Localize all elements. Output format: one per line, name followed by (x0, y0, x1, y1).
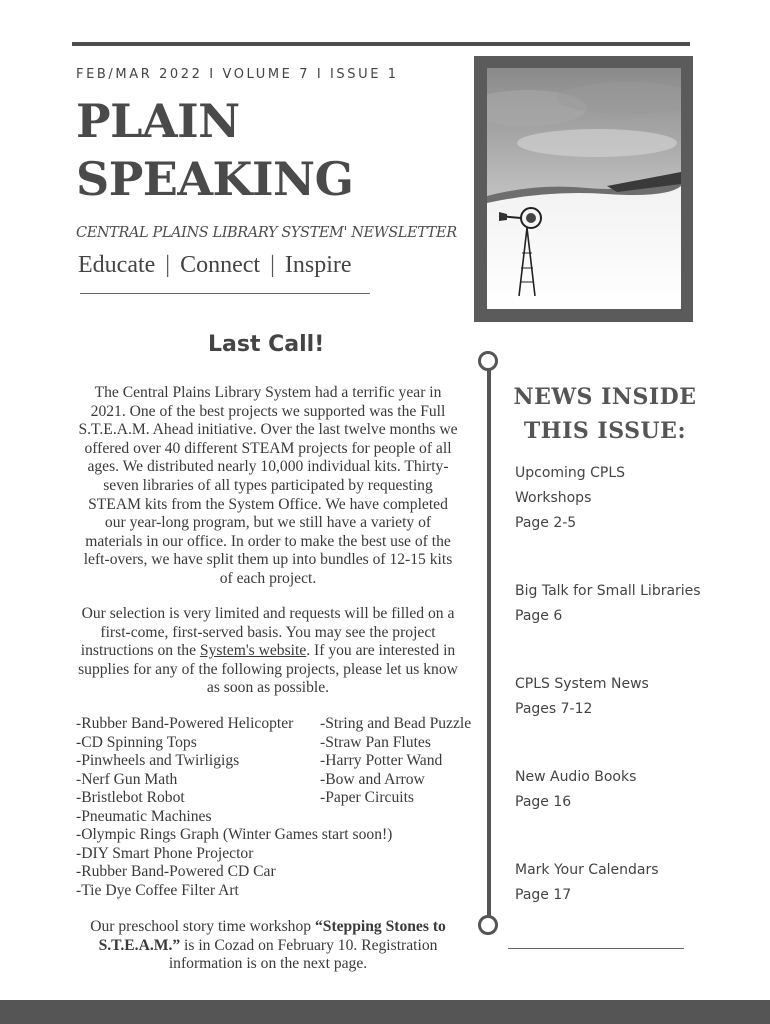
news-item-pages: Pages 7-12 (515, 701, 593, 717)
list-item: -Harry Potter Wand (320, 752, 443, 769)
list-item: -String and Bead Puzzle (320, 715, 472, 732)
list-item: -Straw Pan Flutes (320, 733, 431, 751)
sidebar-title (505, 380, 705, 448)
news-item-title: Workshops (515, 490, 592, 506)
news-item-audio-books (515, 765, 636, 815)
list-item: -Olympic Rings Graph (Winter Games start soon!) (76, 826, 393, 843)
news-item-pages: Page 16 (515, 794, 572, 810)
news-item-title: Big Talk for Small Libraries (515, 583, 701, 599)
news-item-pages: Page 6 (515, 608, 563, 624)
system-website-link[interactable]: System's website (199, 642, 307, 660)
news-item-system-news (515, 672, 649, 722)
top-rule (72, 42, 690, 46)
list-item: -Bristlebot Robot (76, 789, 185, 806)
footer-bar (0, 1000, 770, 1024)
tagline (78, 252, 352, 279)
cover-photo-frame (474, 56, 693, 322)
news-item-big-talk (515, 579, 701, 629)
article-paragraph-2 (76, 605, 460, 698)
list-item: -DIY Smart Phone Projector (76, 844, 254, 862)
article-title: Last Call! (208, 332, 325, 357)
paragraph-3-text: Our preschool story time workshop (90, 918, 315, 935)
newsletter-subtitle: CENTRAL PLAINS LIBRARY SYSTEM' NEWSLETTER (76, 225, 457, 241)
paragraph-3-text: is in Cozad on February 10. Registration information is on the next page. (168, 936, 438, 973)
news-item-pages: Page 17 (515, 887, 572, 903)
article-paragraph-1: The Central Plains Library System had a terrific year in 2021. One of the best projects we supported was the Full S.T.E.A.M. Ahead initiative. Over the last twelve months we offered over 40 different STEAM projects for people of all ages. We distributed nearly 10,000 individual kits. Thirty-seven libraries of all types participated by requesting STEAM kits from the System Office. We have completed our year-long program, but we still have a variety of materials in our office. In order to make the best use of the left-overs, we have split them up into bundles of 12-15 kits of each project. (78, 384, 458, 587)
paragraph-2-text: . If you are interested in supplies for any of the following projects, please let us know as soon as possible. (78, 642, 458, 697)
issue-line: FEB/MAR 2022 I VOLUME 7 I ISSUE 1 (76, 67, 399, 82)
tagline-connect: Connect (180, 252, 261, 278)
list-item: -Rubber Band-Powered CD Car (76, 863, 276, 880)
newsletter-title (76, 92, 353, 208)
timeline-dot-bottom (478, 915, 498, 935)
news-item-calendars (515, 858, 659, 908)
title-line-1: PLAIN (76, 94, 240, 148)
sidebar-title-line-1: NEWS INSIDE (513, 384, 697, 410)
timeline-line (487, 370, 491, 918)
paragraph-2-text: Our selection is very limited and requests will be filled on a first-come, first-served basis. You may see the project instructions on the (80, 605, 455, 660)
news-item-pages: Page 2-5 (515, 515, 577, 531)
sidebar-title-line-2: THIS ISSUE: (523, 418, 687, 444)
list-item: -Bow and Arrow (320, 770, 425, 788)
timeline-dot-top (478, 351, 498, 371)
windmill-photo (487, 68, 681, 309)
news-item-title: Mark Your Calendars (515, 862, 659, 878)
list-item: -CD Spinning Tops (76, 733, 197, 751)
list-item: -Paper Circuits (320, 789, 414, 806)
project-list-right (320, 715, 471, 808)
tagline-rule (80, 293, 370, 294)
title-line-2: SPEAKING (76, 152, 354, 206)
list-item: -Pinwheels and Twirligigs (76, 752, 240, 769)
list-item: -Nerf Gun Math (76, 770, 178, 788)
news-item-title: Upcoming CPLS (515, 465, 626, 481)
news-item-title: New Audio Books (515, 769, 637, 785)
news-item-title: CPLS System News (515, 676, 649, 692)
list-item: -Rubber Band-Powered Helicopter (76, 715, 294, 732)
sidebar-rule (508, 948, 684, 949)
list-item: -Pneumatic Machines (76, 807, 212, 825)
tagline-educate: Educate (78, 252, 156, 278)
workshop-name: “Stepping Stones to S.T.E.A.M.” (98, 918, 446, 954)
tagline-separator: | (270, 252, 275, 278)
tagline-inspire: Inspire (284, 252, 352, 278)
article-paragraph-3 (70, 918, 466, 974)
news-item-workshops (515, 461, 625, 536)
list-item: -Tie Dye Coffee Filter Art (76, 881, 239, 899)
tagline-separator: | (165, 252, 171, 278)
